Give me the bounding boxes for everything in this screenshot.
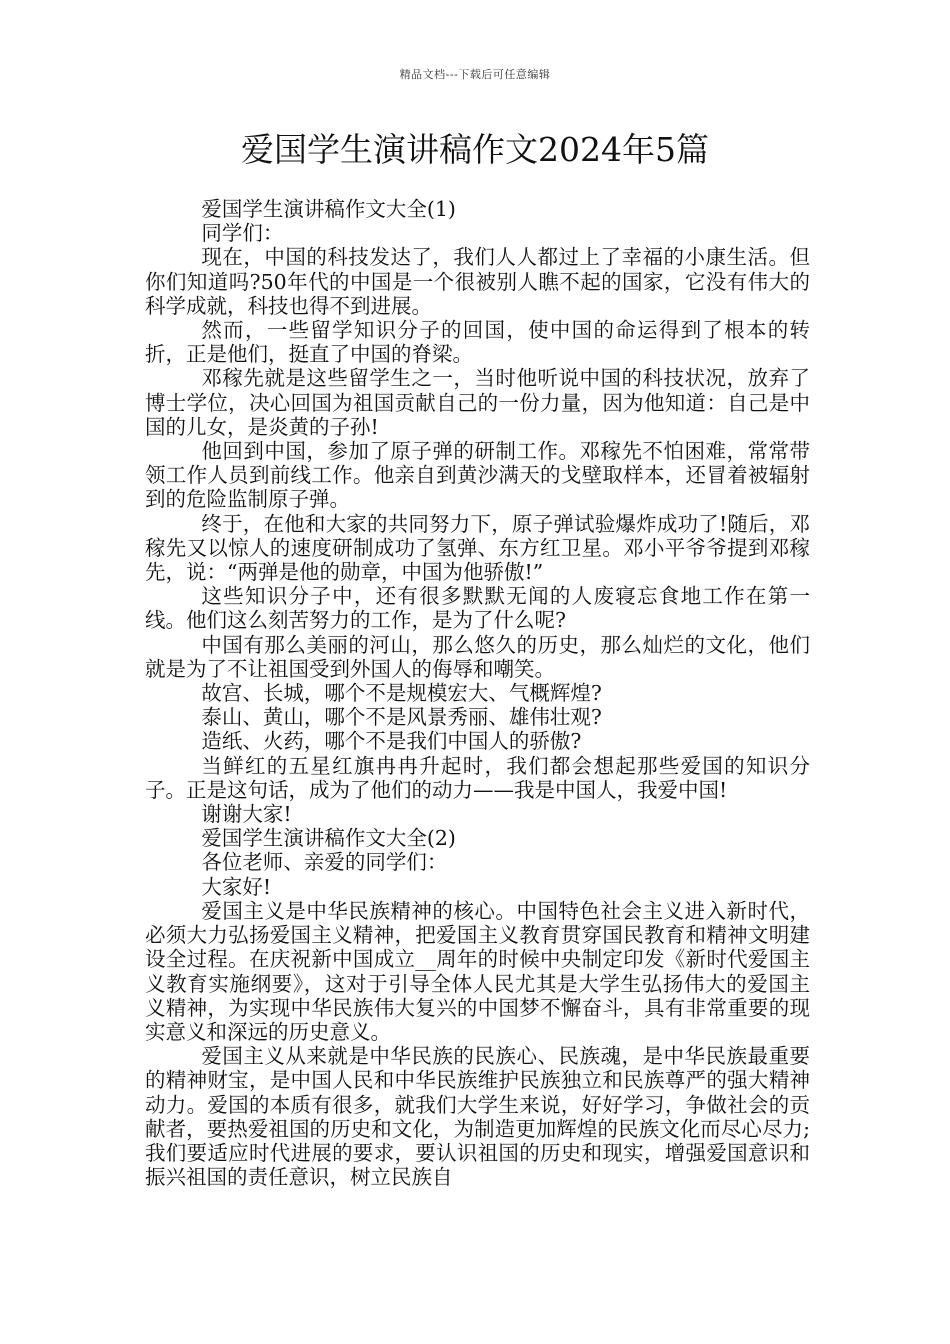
paragraph: 他回到中国，参加了原子弹的研制工作。邓稼先不怕困难，常常带领工作人员到前线工作。他亲自到黄沙满天的戈壁取样本，还冒着被辐射到的危险监制原子弹。 bbox=[145, 439, 810, 512]
document-title: 爱国学生演讲稿作文2024年5篇 bbox=[241, 130, 709, 169]
paragraph: 这些知识分子中，还有很多默默无闻的人废寝忘食地工作在第一线。他们这么刻苦努力的工作，是为了什么呢? bbox=[145, 584, 810, 633]
salutation: 同学们： bbox=[201, 221, 284, 246]
paragraph: 中国有那么美丽的河山，那么悠久的历史，那么灿烂的文化，他们就是为了不让祖国受到外国人的侮辱和嘲笑。 bbox=[145, 632, 810, 681]
greeting: 大家好! bbox=[201, 874, 272, 899]
paragraph: 当鲜红的五星红旗冉冉升起时，我们都会想起那些爱国的知识分子。正是这句话，成为了他们的动力——我是中国人，我爱中国! bbox=[145, 753, 810, 802]
paragraph: 然而，一些留学知识分子的回国，使中国的命运得到了根本的转折，正是他们，挺直了中国的脊梁。 bbox=[145, 318, 810, 367]
paragraph: 邓稼先就是这些留学生之一，当时他听说中国的科技状况，放弃了博士学位，决心回国为祖国贡献自己的一份力量，因为他知道：自己是中国的儿女，是炎黄的子孙! bbox=[145, 366, 810, 439]
paragraph: 爱国主义是中华民族精神的核心。中国特色社会主义进入新时代，必须大力弘扬爱国主义精神，把爱国主义教育贯穿国民教育和精神文明建设全过程。在庆祝新中国成立__周年的时候中央制定印发《新时代爱国主义教育实施纲要》，这对于引导全体人民尤其是大学生弘扬伟大的爱国主义精神，为实现中华民族伟大复兴的中国梦不懈奋斗，具有非常重要的现实意义和深远的历史意义。 bbox=[145, 898, 810, 1044]
header-note: 精品文档---下载后可任意编辑 bbox=[399, 68, 551, 81]
paragraph: 故宫、长城，哪个不是规模宏大、气概辉煌? bbox=[201, 681, 602, 706]
salutation: 各位老师、亲爱的同学们： bbox=[201, 850, 448, 875]
document-body bbox=[145, 197, 810, 1189]
subheading-speech-2: 爱国学生演讲稿作文大全(2) bbox=[201, 826, 456, 851]
paragraph: 爱国主义从来就是中华民族的民族心、民族魂，是中华民族最重要的精神财宝，是中国人民和中华民族维护民族独立和民族尊严的强大精神动力。爱国的本质有很多，就我们大学生来说，好好学习，争做社会的贡献者，要热爱祖国的历史和文化，为制造更加辉煌的民族文化而尽心尽力;我们要适应时代进展的要求，要认识祖国的历史和现实，增强爱国意识和振兴祖国的责任意识，树立民族自 bbox=[145, 1044, 810, 1190]
subheading-speech-1: 爱国学生演讲稿作文大全(1) bbox=[201, 197, 456, 221]
paragraph: 终于，在他和大家的共同努力下，原子弹试验爆炸成功了!随后，邓稼先又以惊人的速度研制成功了氢弹、东方红卫星。邓小平爷爷提到邓稼先，说：“两弹是他的勋章，中国为他骄傲!” bbox=[145, 511, 810, 585]
paragraph: 现在，中国的科技发达了，我们人人都过上了幸福的小康生活。但你们知道吗?50年代的中国是一个很被别人瞧不起的国家，它没有伟大的科学成就，科技也得不到进展。 bbox=[145, 245, 810, 318]
closing-thanks: 谢谢大家! bbox=[201, 802, 292, 827]
paragraph: 造纸、火药，哪个不是我们中国人的骄傲? bbox=[201, 729, 582, 754]
paragraph: 泰山、黄山，哪个不是风景秀丽、雄伟壮观? bbox=[201, 705, 602, 730]
